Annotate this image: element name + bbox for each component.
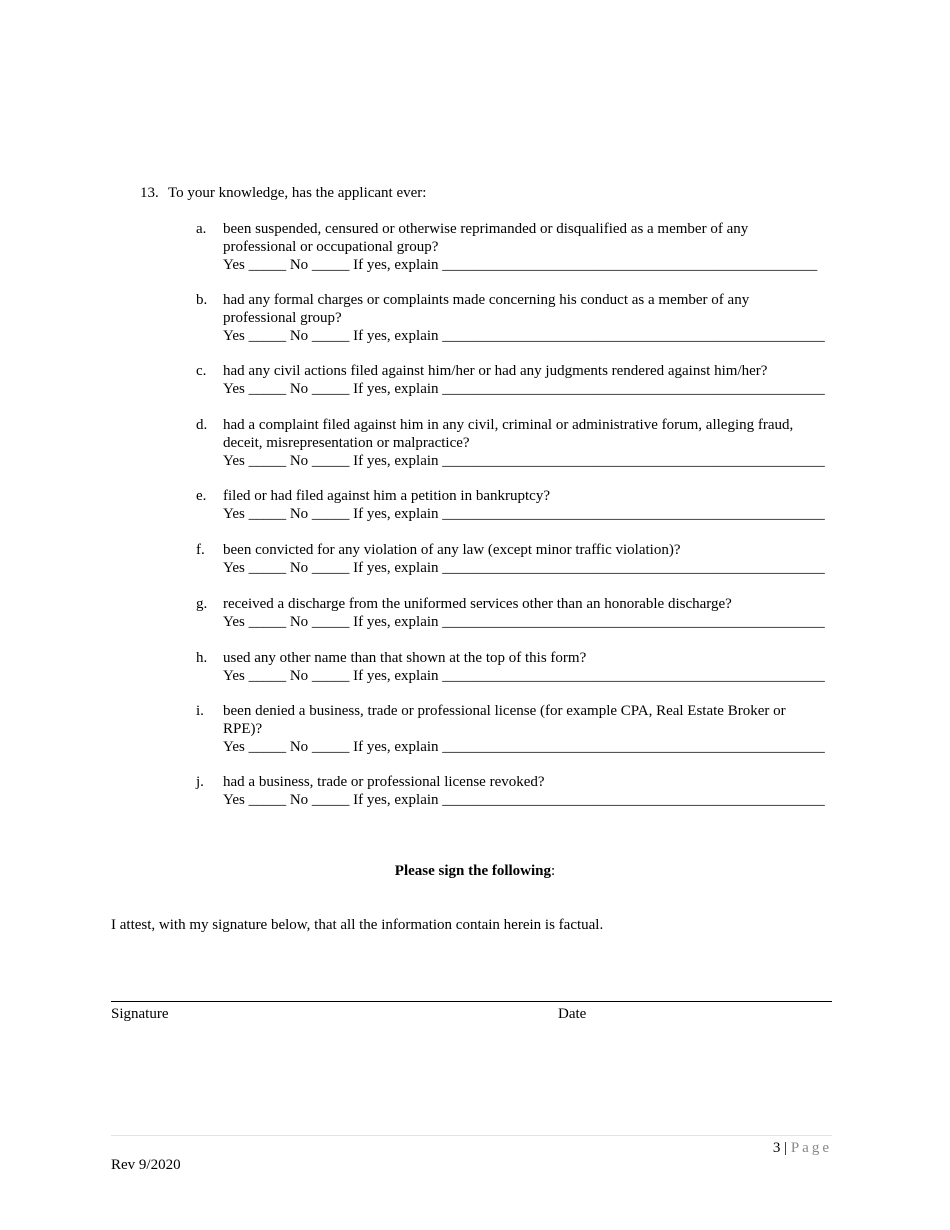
revision-label: Rev 9/2020 bbox=[111, 1157, 181, 1173]
explain-blank[interactable]: ___________________________________________________ bbox=[442, 739, 825, 755]
item-letter: b. bbox=[196, 292, 208, 308]
yes-no-explain[interactable] bbox=[223, 452, 825, 470]
item-text-line: had any civil actions filed against him/her or had any judgments rendered against him/her? bbox=[223, 363, 768, 379]
explain-blank[interactable]: ___________________________________________________ bbox=[442, 453, 825, 469]
answer-prompt: Yes _____ No _____ If yes, explain bbox=[223, 792, 443, 808]
item-letter: i. bbox=[196, 703, 204, 719]
item-text-line: deceit, misrepresentation or malpractice? bbox=[223, 435, 470, 451]
item-letter: e. bbox=[196, 488, 207, 504]
yes-no-explain[interactable] bbox=[223, 738, 825, 756]
explain-blank[interactable]: ___________________________________________________ bbox=[442, 328, 825, 344]
question-number: 13. bbox=[140, 185, 159, 201]
date-label: Date bbox=[558, 1006, 587, 1022]
item-letter: d. bbox=[196, 417, 208, 433]
yes-no-explain[interactable] bbox=[223, 256, 817, 274]
answer-prompt: Yes _____ No _____ If yes, explain bbox=[223, 506, 443, 522]
item-letter: g. bbox=[196, 596, 208, 612]
item-letter: a. bbox=[196, 221, 207, 237]
item-text-line: used any other name than that shown at the top of this form? bbox=[223, 650, 587, 666]
explain-blank[interactable]: ___________________________________________________ bbox=[442, 668, 825, 684]
item-text-line: been denied a business, trade or professional license (for example CPA, Real Estate Broker or bbox=[223, 703, 786, 719]
signature-heading bbox=[0, 862, 950, 880]
item-text-line: received a discharge from the uniformed services other than an honorable discharge? bbox=[223, 596, 732, 612]
signature-label: Signature bbox=[111, 1006, 169, 1022]
yes-no-explain[interactable] bbox=[223, 667, 825, 685]
answer-prompt: Yes _____ No _____ If yes, explain bbox=[223, 453, 443, 469]
explain-blank[interactable]: ___________________________________________________ bbox=[442, 792, 825, 808]
signature-line[interactable] bbox=[111, 1001, 832, 1002]
page-word: Page bbox=[790, 1140, 832, 1156]
yes-no-explain[interactable] bbox=[223, 791, 825, 809]
answer-prompt: Yes _____ No _____ If yes, explain bbox=[223, 614, 443, 630]
yes-no-explain[interactable] bbox=[223, 613, 825, 631]
item-letter: c. bbox=[196, 363, 207, 379]
page-separator: | bbox=[784, 1140, 788, 1156]
item-text-line: been convicted for any violation of any law (except minor traffic violation)? bbox=[223, 542, 681, 558]
item-text-line: professional group? bbox=[223, 310, 342, 326]
explain-blank[interactable]: ___________________________________________________ bbox=[442, 381, 825, 397]
answer-prompt: Yes _____ No _____ If yes, explain bbox=[223, 328, 443, 344]
item-text-line: had any formal charges or complaints made concerning his conduct as a member of any bbox=[223, 292, 750, 308]
page-number bbox=[773, 1139, 832, 1157]
explain-blank[interactable]: ___________________________________________________ bbox=[442, 506, 825, 522]
yes-no-explain[interactable] bbox=[223, 505, 825, 523]
answer-prompt: Yes _____ No _____ If yes, explain bbox=[223, 739, 443, 755]
item-text-line: been suspended, censured or otherwise reprimanded or disqualified as a member of any bbox=[223, 221, 749, 237]
footer-divider bbox=[111, 1135, 832, 1136]
item-text-line: had a business, trade or professional license revoked? bbox=[223, 774, 545, 790]
question-text: To your knowledge, has the applicant ever: bbox=[168, 185, 427, 201]
answer-prompt: Yes _____ No _____ If yes, explain bbox=[223, 668, 443, 684]
signature-heading-text: Please sign the following bbox=[394, 863, 552, 879]
signature-heading-colon: : bbox=[551, 863, 556, 879]
attestation-text: I attest, with my signature below, that all the information contain herein is factual. bbox=[111, 917, 604, 933]
explain-blank[interactable]: __________________________________________________ bbox=[442, 257, 818, 273]
yes-no-explain[interactable] bbox=[223, 380, 825, 398]
item-letter: j. bbox=[196, 774, 204, 790]
yes-no-explain[interactable] bbox=[223, 327, 825, 345]
answer-prompt: Yes _____ No _____ If yes, explain bbox=[223, 560, 443, 576]
page-number-value: 3 bbox=[772, 1140, 781, 1156]
question-13 bbox=[140, 184, 426, 202]
answer-prompt: Yes _____ No _____ If yes, explain bbox=[223, 381, 443, 397]
item-letter: f. bbox=[196, 542, 205, 558]
yes-no-explain[interactable] bbox=[223, 559, 825, 577]
item-text-line: professional or occupational group? bbox=[223, 239, 439, 255]
item-text-line: RPE)? bbox=[223, 721, 263, 737]
item-text-line: had a complaint filed against him in any civil, criminal or administrative forum, alleging fraud, bbox=[223, 417, 794, 433]
explain-blank[interactable]: ___________________________________________________ bbox=[442, 560, 825, 576]
explain-blank[interactable]: ___________________________________________________ bbox=[442, 614, 825, 630]
answer-prompt: Yes _____ No _____ If yes, explain bbox=[223, 257, 443, 273]
item-letter: h. bbox=[196, 650, 208, 666]
item-text-line: filed or had filed against him a petition in bankruptcy? bbox=[223, 488, 550, 504]
